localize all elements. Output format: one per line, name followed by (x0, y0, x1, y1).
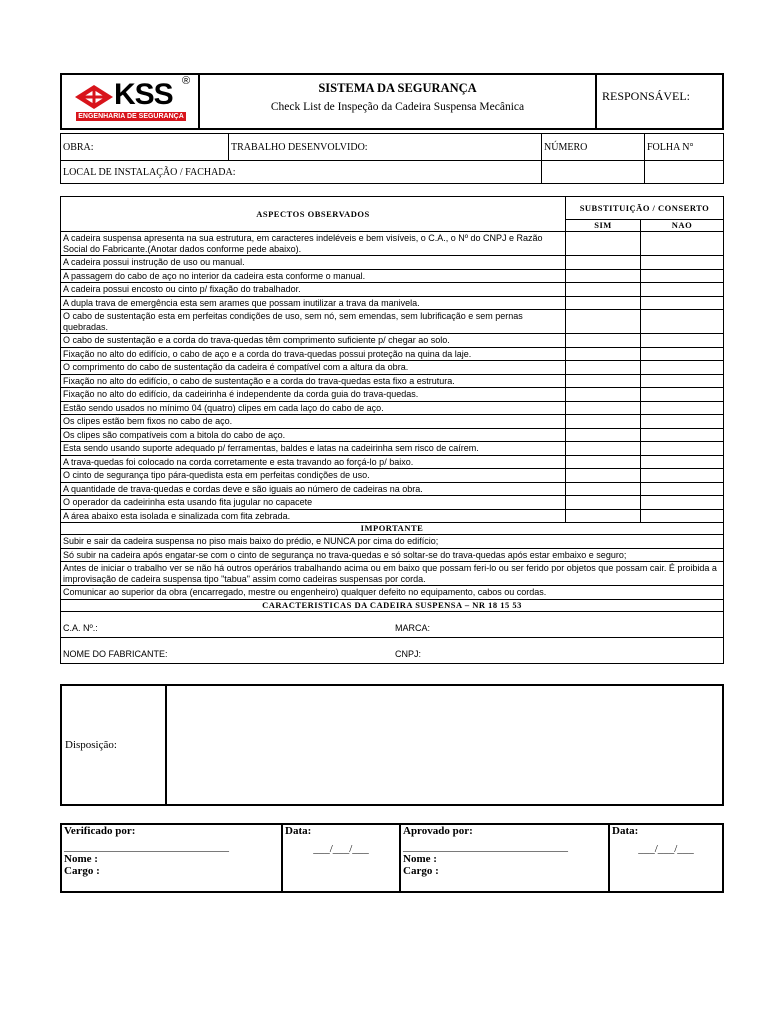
title-cell (200, 75, 597, 128)
nao-checkbox[interactable] (641, 469, 724, 483)
sim-checkbox[interactable] (566, 469, 641, 483)
sim-checkbox[interactable] (566, 269, 641, 283)
checklist-row (61, 469, 724, 483)
nao-checkbox[interactable] (641, 442, 724, 456)
nao-checkbox[interactable] (641, 374, 724, 388)
caracteristicas-title: CARACTERISTICAS DA CADEIRA SUSPENSA – NR 18 15 53 (61, 599, 724, 611)
folha-label: FOLHA N° (647, 141, 694, 153)
checklist-row (61, 232, 724, 256)
verificado-nome: Nome : (64, 853, 98, 865)
checklist-item-text: A área abaixo esta isolada e sinalizada com fita zebrada. (61, 509, 566, 523)
checklist-item-text: A trava-quedas foi colocado na corda corretamente e esta travando ao forçá-lo p/ baixo. (61, 455, 566, 469)
disposicao-label-cell (62, 686, 167, 804)
nao-header: NAO (641, 220, 724, 232)
checklist-item-text: O cinto de segurança tipo pára-quedista esta em perfeitas condições de uso. (61, 469, 566, 483)
checklist-row (61, 455, 724, 469)
importante-text: Antes de iniciar o trabalho ver se não há outros operários trabalhando acima ou em baixo que possam feri-lo ou ser ferido por objetos que possam cair. É proibida a improvisação de cadeira suspensa tipo "tabua" assim como cadeiras suspensas por corda. (61, 562, 724, 586)
sim-checkbox[interactable] (566, 388, 641, 402)
trabalho-field[interactable] (229, 134, 542, 161)
sim-checkbox[interactable] (566, 232, 641, 256)
checklist-row (61, 269, 724, 283)
checklist-item-text: Esta sendo usando suporte adequado p/ ferramentas, baldes e latas na cadeirinha sem risco de caírem. (61, 442, 566, 456)
checklist-item-text: A quantidade de trava-quedas e cordas deve e são iguais ao número de cadeiras na obra. (61, 482, 566, 496)
folha-field[interactable] (645, 134, 724, 161)
checklist-item-text: Os clipes são compatíveis com a bitola do cabo de aço. (61, 428, 566, 442)
aprovado-label: Aprovado por: (403, 825, 473, 837)
numero-field[interactable] (542, 134, 645, 161)
sim-checkbox[interactable] (566, 374, 641, 388)
checklist-row (61, 509, 724, 523)
kss-logo-icon (74, 84, 114, 110)
checklist-table (60, 196, 724, 664)
sim-header: SIM (566, 220, 641, 232)
checklist-row (61, 401, 724, 415)
nao-checkbox[interactable] (641, 401, 724, 415)
aprovado-line: _________________________________ (403, 842, 568, 853)
aprovado-data-cell[interactable] (609, 824, 723, 892)
checklist-row (61, 415, 724, 429)
aprovado-cargo: Cargo : (403, 865, 439, 877)
company-logo (62, 75, 200, 128)
importante-title: IMPORTANTE (61, 523, 724, 535)
logo-subtitle: ENGENHARIA DE SEGURANÇA (76, 112, 186, 121)
verificado-date: ___/___/___ (313, 843, 369, 855)
sim-checkbox[interactable] (566, 401, 641, 415)
checklist-item-text: A cadeira suspensa apresenta na sua estrutura, em caracteres indeléveis e bem visíveis, o C.A., o Nº do CNPJ e Razão Social do Fabricante.(Anotar dados conforme pede abaixo). (61, 232, 566, 256)
importante-text: Só subir na cadeira após engatar-se com o cinto de segurança no trava-quedas e só soltar-se do trava-quedas após estar embaixo e seguro; (61, 548, 724, 562)
signature-table (60, 823, 724, 893)
ca-marca-row[interactable] (61, 611, 724, 637)
checklist-row (61, 296, 724, 310)
sim-checkbox[interactable] (566, 428, 641, 442)
fabricante-cnpj-row[interactable] (61, 637, 724, 663)
aprovado-nome: Nome : (403, 853, 437, 865)
nao-checkbox[interactable] (641, 455, 724, 469)
checklist-row (61, 374, 724, 388)
sim-checkbox[interactable] (566, 310, 641, 334)
sim-checkbox[interactable] (566, 347, 641, 361)
nao-checkbox[interactable] (641, 388, 724, 402)
importante-text: Comunicar ao superior da obra (encarregado, mestre ou engenheiro) qualquer defeito no equipamento, cabos ou cordas. (61, 586, 724, 600)
trabalho-label: TRABALHO DESENVOLVIDO: (231, 141, 368, 153)
nao-checkbox[interactable] (641, 310, 724, 334)
importante-row (61, 586, 724, 600)
checklist-item-text: Os clipes estão bem fixos no cabo de aço. (61, 415, 566, 429)
checklist-item-text: O cabo de sustentação esta em perfeitas condições de uso, sem nó, sem emendas, sem lubrificação e sem pernas quebradas. (61, 310, 566, 334)
checklist-item-text: A dupla trava de emergência esta sem arames que possam inutilizar a trava da manivela. (61, 296, 566, 310)
nao-checkbox[interactable] (641, 482, 724, 496)
checklist-row (61, 361, 724, 375)
disposicao-label: Disposição: (65, 739, 117, 751)
checklist-row (61, 442, 724, 456)
verificado-data-label: Data: (285, 825, 312, 837)
sim-checkbox[interactable] (566, 334, 641, 348)
nao-checkbox[interactable] (641, 428, 724, 442)
importante-row (61, 535, 724, 549)
substituicao-header: SUBSTITUIÇÃO / CONSERTO (566, 197, 724, 220)
importante-list (61, 535, 724, 600)
checklist-items (61, 232, 724, 523)
logo-mark: ® (182, 75, 191, 87)
checklist-row (61, 496, 724, 510)
checklist-row (61, 428, 724, 442)
obra-field[interactable] (61, 134, 229, 161)
cnpj-label: CNPJ: (395, 648, 422, 659)
nao-checkbox[interactable] (641, 361, 724, 375)
checklist-item-text: A cadeira possui encosto ou cinto p/ fixação do trabalhador. (61, 283, 566, 297)
responsavel-label: RESPONSÁVEL: (602, 89, 691, 103)
marca-label: MARCA: (395, 622, 431, 633)
nao-checkbox[interactable] (641, 509, 724, 523)
sim-checkbox[interactable] (566, 496, 641, 510)
nao-checkbox[interactable] (641, 256, 724, 270)
nao-checkbox[interactable] (641, 334, 724, 348)
aprovado-data-label: Data: (612, 825, 639, 837)
sim-checkbox[interactable] (566, 509, 641, 523)
checklist-row (61, 334, 724, 348)
ca-label: C.A. Nº.: (63, 622, 98, 633)
checklist-row (61, 347, 724, 361)
checklist-row (61, 388, 724, 402)
nao-checkbox[interactable] (641, 296, 724, 310)
checklist-item-text: Fixação no alto do edifício, o cabo de sustentação e a corda do trava-quedas esta fixo a estrutura. (61, 374, 566, 388)
importante-text: Subir e sair da cadeira suspensa no piso mais baixo do prédio, e NUNCA por cima do edifício; (61, 535, 724, 549)
verificado-data-cell[interactable] (282, 824, 400, 892)
sim-checkbox[interactable] (566, 415, 641, 429)
obra-label: OBRA: (63, 141, 94, 153)
importante-row (61, 548, 724, 562)
disposicao-input[interactable] (167, 686, 722, 804)
nao-checkbox[interactable] (641, 232, 724, 256)
checklist-item-text: O operador da cadeirinha esta usando fita jugular no capacete (61, 496, 566, 510)
aspectos-header: ASPECTOS OBSERVADOS (61, 197, 566, 232)
verificado-cell[interactable] (61, 824, 282, 892)
info-table (60, 133, 724, 184)
checklist-row (61, 283, 724, 297)
logo-text: KSS (114, 78, 173, 111)
checklist-item-text: Fixação no alto do edifício, da cadeirinha é independente da corda guia do trava-quedas. (61, 388, 566, 402)
verificado-cargo: Cargo : (64, 865, 100, 877)
checklist-item-text: A cadeira possui instrução de uso ou manual. (61, 256, 566, 270)
sim-checkbox[interactable] (566, 455, 641, 469)
numero-label: NÚMERO (544, 141, 588, 153)
checklist-item-text: A passagem do cabo de aço no interior da cadeira esta conforme o manual. (61, 269, 566, 283)
verificado-line: _________________________________ (64, 842, 229, 853)
nao-checkbox[interactable] (641, 496, 724, 510)
form-header (60, 73, 724, 130)
sim-checkbox[interactable] (566, 442, 641, 456)
local-field[interactable] (61, 161, 542, 184)
sim-checkbox[interactable] (566, 482, 641, 496)
page-title: SISTEMA DA SEGURANÇA (318, 81, 477, 95)
checklist-item-text: O cabo de sustentação e a corda do trava-quedas têm comprimento suficiente p/ chegar ao solo. (61, 334, 566, 348)
page-subtitle: Check List de Inspeção da Cadeira Suspensa Mecânica (270, 101, 525, 113)
aprovado-date: ___/___/___ (638, 843, 694, 855)
fabricante-label: NOME DO FABRICANTE: (63, 648, 168, 659)
importante-row (61, 562, 724, 586)
sim-checkbox[interactable] (566, 296, 641, 310)
disposicao-box (60, 684, 724, 806)
nao-checkbox[interactable] (641, 415, 724, 429)
aprovado-cell[interactable] (400, 824, 609, 892)
verificado-label: Verificado por: (64, 825, 136, 837)
sim-checkbox[interactable] (566, 256, 641, 270)
local-blank-1[interactable] (542, 161, 645, 184)
local-label: LOCAL DE INSTALAÇÃO / FACHADA: (63, 166, 236, 178)
sim-checkbox[interactable] (566, 283, 641, 297)
local-blank-2[interactable] (645, 161, 724, 184)
responsavel-cell[interactable] (597, 75, 722, 128)
nao-checkbox[interactable] (641, 283, 724, 297)
checklist-item-text: Estão sendo usados no mínimo 04 (quatro) clipes em cada laço do cabo de aço. (61, 401, 566, 415)
checklist-item-text: Fixação no alto do edifício, o cabo de aço e a corda do trava-quedas possui proteção na quina da laje. (61, 347, 566, 361)
nao-checkbox[interactable] (641, 347, 724, 361)
checklist-row (61, 310, 724, 334)
checklist-item-text: O comprimento do cabo de sustentação da cadeira é compatível com a altura da obra. (61, 361, 566, 375)
checklist-row (61, 256, 724, 270)
sim-checkbox[interactable] (566, 361, 641, 375)
checklist-row (61, 482, 724, 496)
nao-checkbox[interactable] (641, 269, 724, 283)
